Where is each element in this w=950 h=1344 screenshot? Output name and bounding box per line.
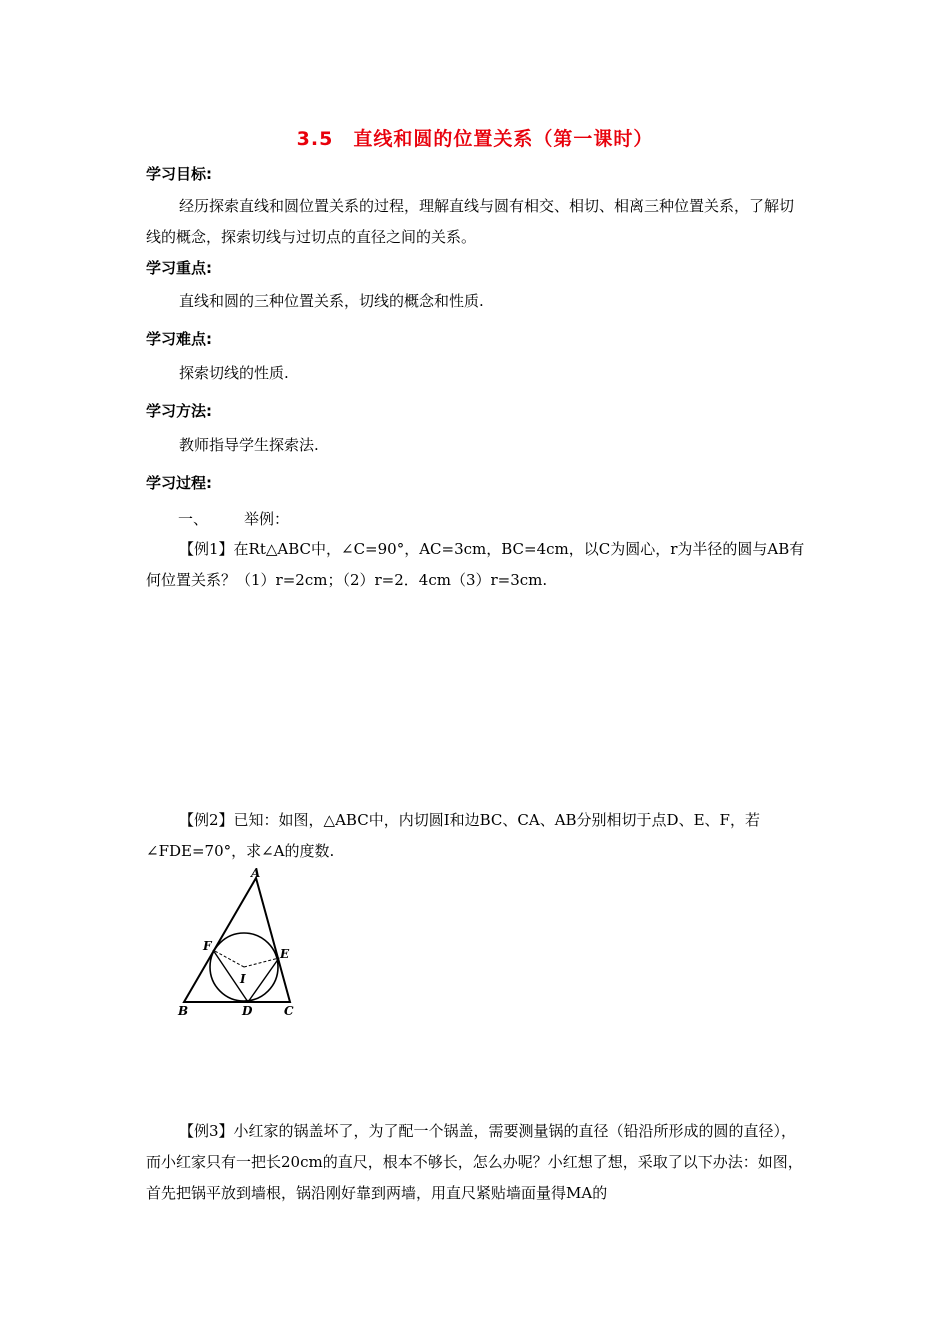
part1-label: 举例： — [244, 510, 290, 528]
key-text: 直线和圆的三种位置关系，切线的概念和性质. — [179, 292, 484, 310]
method-text: 教师指导学生探索法. — [179, 436, 319, 454]
process-heading: 学习过程: — [146, 474, 212, 492]
page-title: 3.5 直线和圆的位置关系（第一课时） — [296, 128, 654, 150]
difficulty-text: 探索切线的性质. — [179, 364, 289, 382]
label-i: I — [240, 972, 246, 986]
radius-if — [213, 950, 244, 967]
label-c: C — [284, 1004, 294, 1018]
example-3: 【例3】小红家的锅盖坏了，为了配一个锅盖，需要测量锅的直径（铅沿所形成的圆的直径），而小红家只有一把长20cm的直尺，根本不够长，怎么办呢？小红想了想，采取了以下办法：如图，首先把锅平放到墙根，锅沿刚好靠到两墙，用直尺紧贴墙面量得MA的 — [146, 1122, 803, 1202]
difficulty-heading: 学习难点: — [146, 330, 212, 348]
part1-number: 一、 — [178, 510, 209, 528]
incircle-diagram — [172, 866, 304, 1018]
method-heading: 学习方法: — [146, 402, 212, 420]
label-a: A — [251, 866, 261, 880]
label-f: F — [203, 939, 212, 953]
incircle-triangle-figure — [172, 866, 304, 1022]
example-1: 【例1】在Rt△ABC中，∠C=90°，AC=3cm，BC=4cm，以C为圆心，r为半径的圆与AB有何位置关系？（1）r=2cm；（2）r=2．4cm（3）r=3cm. — [146, 540, 805, 589]
label-e: E — [280, 947, 290, 961]
label-b: B — [178, 1004, 189, 1018]
key-heading: 学习重点: — [146, 259, 212, 277]
example-2: 【例2】已知：如图，△ABC中，内切圆I和边BC、CA、AB分别相切于点D、E、F，若∠FDE=70°，求∠A的度数. — [146, 811, 760, 860]
goal-text: 经历探索直线和圆位置关系的过程，理解直线与圆有相交、相切、相离三种位置关系，了解切线的概念，探索切线与过切点的直径之间的关系。 — [146, 197, 795, 246]
goal-heading: 学习目标: — [146, 165, 212, 183]
label-d: D — [242, 1004, 253, 1018]
